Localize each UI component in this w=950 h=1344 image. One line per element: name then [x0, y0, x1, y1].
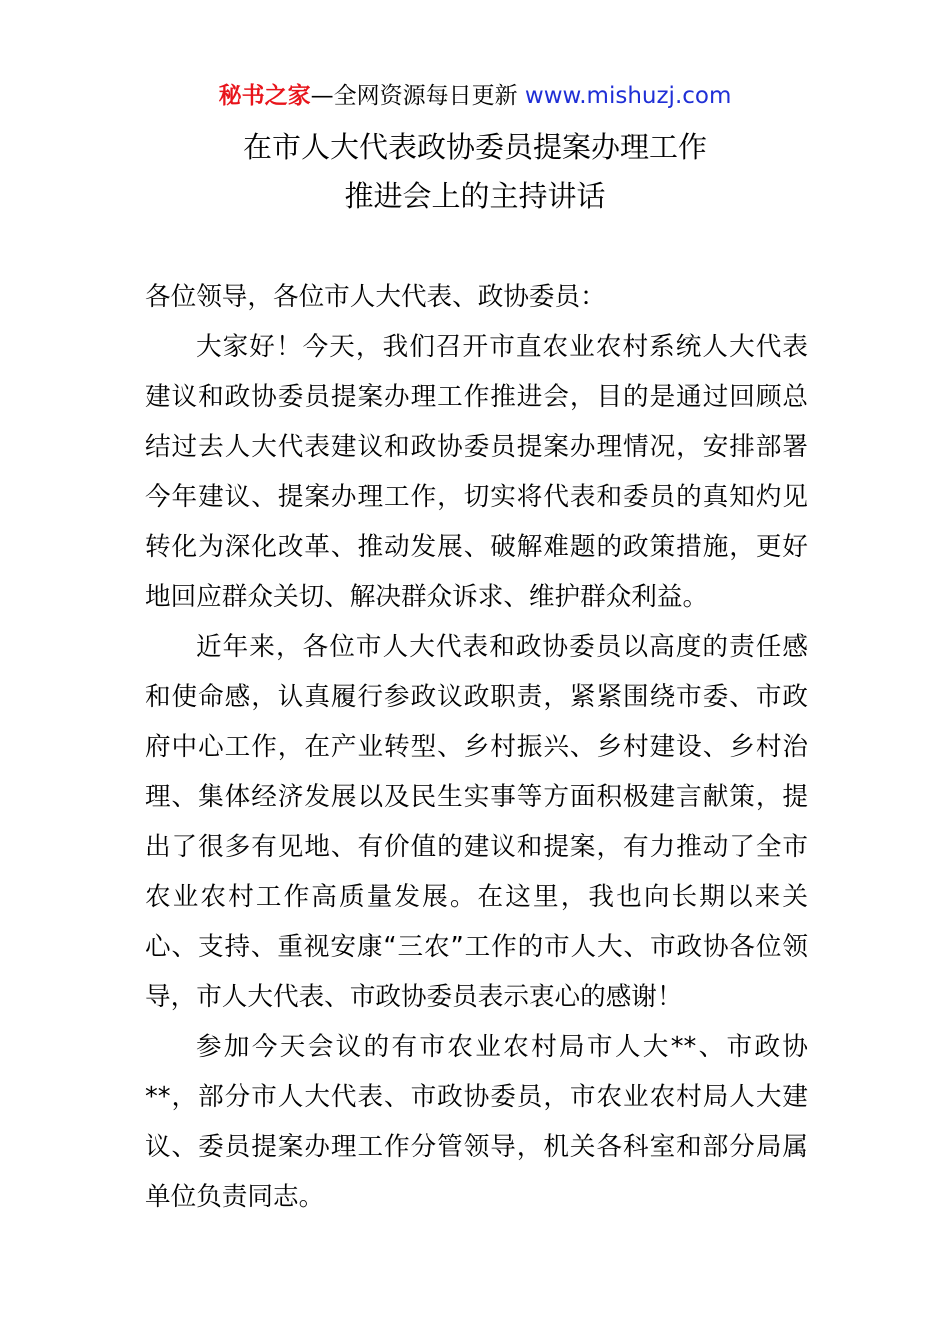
brand-name: 秘书之家 — [218, 83, 311, 109]
salutation: 各位领导，各位市人大代表、政协委员： — [145, 282, 606, 312]
paragraph-1: 大家好！今天，我们召开市直农业农村系统人大代表建议和政协委员提案办理工作推进会，目的是通过回顾总结过去人大代表建议和政协委员提案办理情况，安排部署今年建议、提案办理工作，切实将代表和委员的真知灼见转化为深化改革、推动发展、破解难题的政策措施，更好地回应群众关切、解决群众诉求、维护群众利益。 — [145, 332, 808, 612]
site-url-link[interactable]: www.mishuzj.com — [524, 83, 732, 109]
header-tagline: —全网资源每日更新 — [310, 83, 525, 109]
site-header — [0, 80, 950, 112]
document-title-line2: 推进会上的主持讲话 — [344, 179, 606, 213]
paragraph-3: 参加今天会议的有市农业农村局市人大**、市政协**，部分市人大代表、市政协委员，市农业农村局人大建议、委员提案办理工作分管领导，机关各科室和部分局属单位负责同志。 — [145, 1032, 808, 1212]
document-title-line1: 在市人大代表政协委员提案办理工作 — [242, 130, 707, 164]
paragraph-2: 近年来，各位市人大代表和政协委员以高度的责任感和使命感，认真履行参政议政职责，紧紧围绕市委、市政府中心工作，在产业转型、乡村振兴、乡村建设、乡村治理、集体经济发展以及民生实事等方面积极建言献策，提出了很多有见地、有价值的建议和提案，有力推动了全市农业农村工作高质量发展。在这里，我也向长期以来关心、支持、重视安康“三农”工作的市人大、市政协各位领导，市人大代表、市政协委员表示衷心的感谢！ — [145, 632, 808, 1012]
document-body — [145, 272, 808, 1222]
